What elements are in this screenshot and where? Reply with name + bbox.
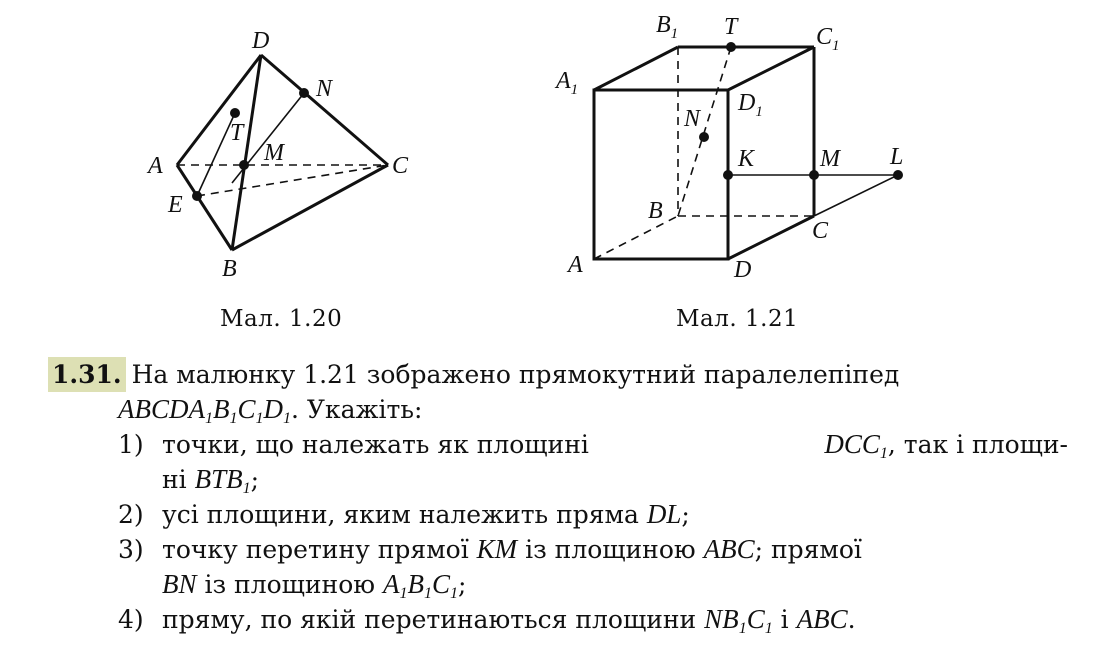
edge-DC <box>728 216 814 259</box>
label-D1: $D_1$ <box>738 90 763 120</box>
label-L: L <box>890 144 904 170</box>
problem-item-2 <box>48 497 1068 532</box>
label-M: M <box>264 140 284 166</box>
label-A: A <box>148 153 163 179</box>
tetrahedron-points <box>192 88 309 201</box>
edge-D1C1 <box>728 47 814 90</box>
math-btb1: $BTB_1$ <box>194 464 251 497</box>
item1-text-a: точки, що належать як площині <box>162 430 589 459</box>
label-B1: $B_1$ <box>656 12 679 42</box>
item4-text-b: і <box>780 605 789 634</box>
item4-text-a: пряму, по якій перетинаються площини <box>162 605 697 634</box>
item-text <box>162 602 1068 637</box>
label-B: B <box>222 256 237 282</box>
math-km: KM <box>476 534 518 564</box>
item1-end: ; <box>250 465 260 494</box>
item-text <box>162 497 1068 532</box>
tetrahedron-drawing <box>140 0 430 290</box>
point-K <box>723 170 733 180</box>
point-E <box>192 191 202 201</box>
problem-item-4 <box>48 602 1068 637</box>
math-nb1c1: $NB_1C_1$ <box>704 604 773 637</box>
label-A: A <box>568 252 583 278</box>
label-N: N <box>684 106 701 132</box>
problem-block <box>48 357 1068 637</box>
point-T <box>726 42 736 52</box>
label-C1: $C_1$ <box>816 24 840 54</box>
item-number: 4) <box>118 605 144 634</box>
figure-caption-1-20: Мал. 1.20 <box>220 306 343 332</box>
item-text <box>162 427 1068 462</box>
item3-text-a: точку перетину прямої <box>162 535 469 564</box>
point-N <box>299 88 309 98</box>
item3-text-c: ; прямої <box>754 535 862 564</box>
label-A1: $A_1$ <box>556 68 579 98</box>
problem-item-1 <box>48 427 1068 462</box>
point-L <box>893 170 903 180</box>
point-N <box>699 132 709 142</box>
item3-text-d: із площиною <box>204 570 376 599</box>
problem-intro-suffix: . Укажіть: <box>291 395 423 424</box>
box-points <box>699 42 903 180</box>
label-B: B <box>648 198 663 224</box>
problem-item-1-cont <box>48 462 1068 497</box>
math-abc-2: ABC <box>796 604 848 634</box>
math-bn: BN <box>162 569 197 599</box>
label-T: T <box>724 14 738 40</box>
label-N: N <box>316 76 333 102</box>
problem-item-3 <box>48 532 1068 567</box>
item1-text-b: , так і площи- <box>887 430 1068 459</box>
problem-intro-line-2 <box>48 392 1068 427</box>
item-number: 2) <box>118 500 144 529</box>
item3-part1 <box>162 532 862 567</box>
figure-tetrahedron <box>140 0 430 290</box>
label-D: D <box>734 257 752 283</box>
math-a1b1c1: $A_1B_1C_1$ <box>382 569 458 602</box>
item2-text-a: усі площини, яким належить пряма <box>162 500 639 529</box>
segment-CL <box>814 175 898 216</box>
item1-text-c: ні <box>162 465 187 494</box>
math-dl: DL <box>646 499 682 529</box>
problem-intro-text: На малюнку 1.21 зображено прямокутний паралелепіпед <box>131 360 900 389</box>
label-D: D <box>252 28 270 54</box>
box-hidden-edges <box>594 47 814 259</box>
math-box-name: $ABCDA_1B_1C_1D_1$ <box>118 394 292 427</box>
parallelepiped-drawing <box>548 0 928 290</box>
item4-end: . <box>847 605 856 634</box>
edge-A1B1 <box>594 47 678 90</box>
item1-plane-dcc1: $DCC_1$, так і площи- <box>824 429 1068 462</box>
item-number: 3) <box>118 535 144 564</box>
label-E: E <box>168 192 183 218</box>
edge-AB-hidden <box>594 216 678 259</box>
face-front <box>594 90 728 259</box>
item-number: 1) <box>118 430 144 459</box>
problem-intro-line <box>48 357 1068 392</box>
item3-end: ; <box>458 570 467 599</box>
point-M <box>239 160 249 170</box>
problem-item-3-cont <box>48 567 1068 602</box>
item-text <box>162 532 1068 567</box>
label-M: M <box>820 146 840 172</box>
tetrahedron-segments <box>197 93 304 196</box>
label-C: C <box>812 218 829 244</box>
label-T: T <box>230 120 244 146</box>
math-abc: ABC <box>703 534 755 564</box>
label-C: C <box>392 153 409 179</box>
figure-caption-1-21: Мал. 1.21 <box>676 306 799 332</box>
item2-end: ; <box>681 500 690 529</box>
point-M <box>809 170 819 180</box>
problem-number: 1.31. <box>48 357 126 392</box>
figure-parallelepiped <box>548 0 928 290</box>
label-K: K <box>738 146 755 172</box>
box-edges <box>594 47 814 259</box>
point-T <box>230 108 240 118</box>
item3-text-b: із площиною <box>525 535 696 564</box>
